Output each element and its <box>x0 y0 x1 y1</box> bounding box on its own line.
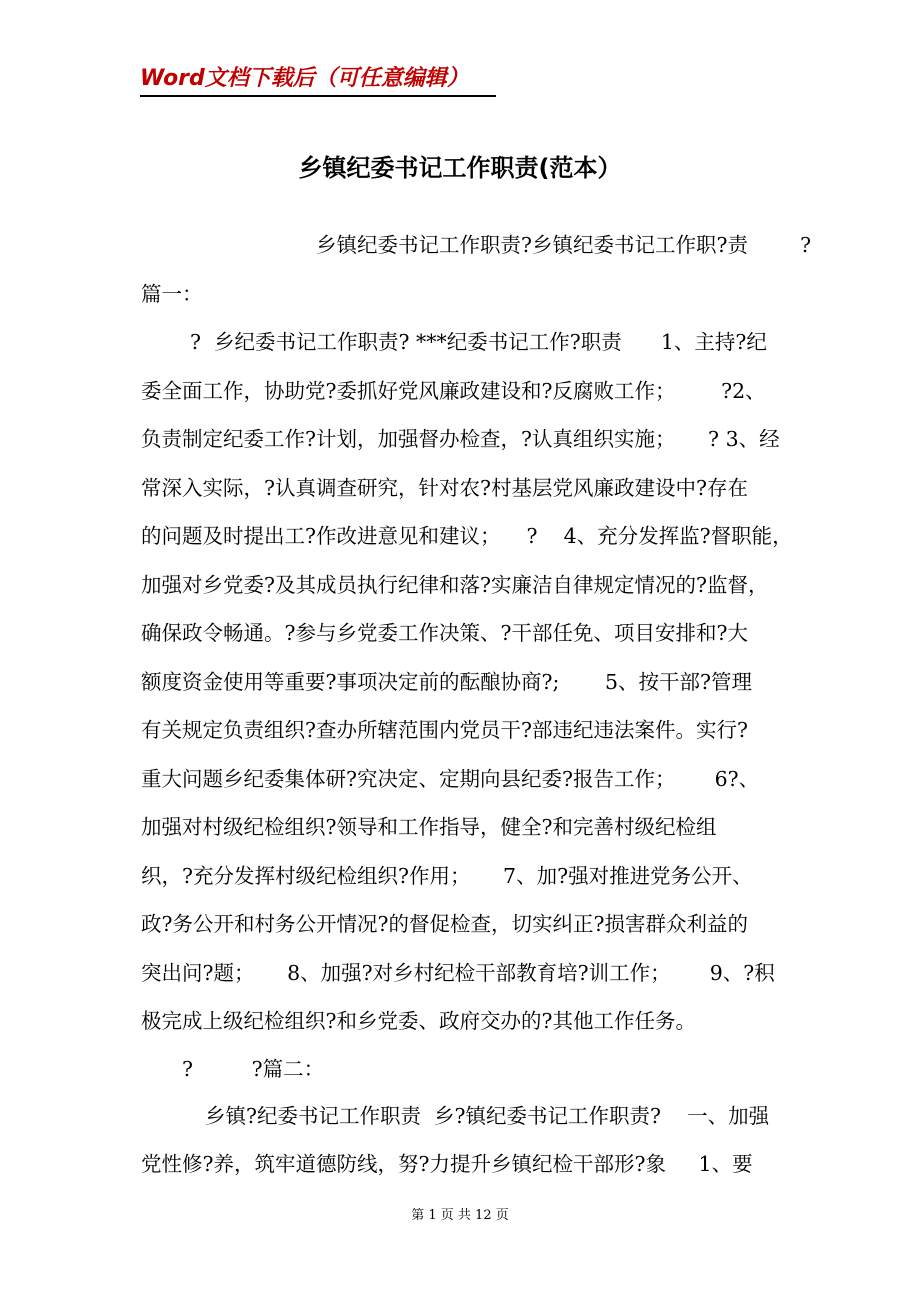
body-line: 篇一： <box>141 281 203 306</box>
body-line: 党性修?养，筑牢道德防线，努?力提升乡镇纪检干部形?象 1、要 <box>141 1152 753 1176</box>
page-number: 第 1 页 共 12 页 <box>411 1208 509 1223</box>
document-body-main <box>141 367 791 1046</box>
body-line: ? ?篇二： <box>182 1057 325 1081</box>
body-line: ? 乡纪委书记工作职责? ***纪委书记工作?职责 1、主持?纪 <box>190 330 767 354</box>
body-line: 的问题及时提出工?作改进意见和建议； ? 4、充分发挥监?督职能， <box>141 524 793 548</box>
body-line: 额度资金使用等重要?事项决定前的酝酿协商?; 5、按干部?管理 <box>141 669 753 694</box>
document-body <box>141 270 791 319</box>
header-underline <box>140 95 496 97</box>
body-line: 确保政令畅通。?参与乡党委工作决策、?干部任免、项目安排和?大 <box>141 621 748 645</box>
body-line: 加强对乡党委?及其成员执行纪律和落?实廉洁自律规定情况的?监督， <box>141 572 769 597</box>
body-line: 重大问题乡纪委集体研?究决定、定期向县纪委?报告工作； 6?、 <box>141 766 760 791</box>
body-line: 委全面工作，协助党?委抓好党风廉政建设和?反腐败工作； ?2、 <box>141 378 766 403</box>
body-line: 加强对村级纪检组织?领导和工作指导，健全?和完善村级纪检组 <box>141 815 717 839</box>
body-line: 有关规定负责组织?查办所辖范围内党员干?部违纪违法案件。实行? <box>141 718 748 742</box>
body-line: 乡镇?纪委书记工作职责 乡?镇纪委书记工作职责? 一、加强 <box>205 1104 770 1128</box>
body-line: 政?务公开和村务公开情况?的督促检查，切实纠正?损害群众利益的 <box>141 912 748 936</box>
body-line: 突出问?题； 8、加强?对乡村纪检干部教育培?训工作； 9、?积 <box>141 960 775 985</box>
body-line: 负责制定纪委工作?计划，加强督办检查，?认真组织实施； ? 3、经 <box>141 427 780 451</box>
document-body-end <box>141 1140 791 1189</box>
body-line: 织，?充分发挥村级纪检组织?作用； 7、加?强对推进党务公开、 <box>141 863 753 888</box>
header-watermark: Word文档下载后（可任意编辑） <box>140 66 469 91</box>
body-line: 乡镇纪委书记工作职责?乡镇纪委书记工作职?责 ? <box>316 233 812 257</box>
body-line: 极完成上级纪检组织?和乡党委、政府交办的?其他工作任务。 <box>141 1009 696 1033</box>
body-line: 常深入实际，?认真调查研究，针对农?村基层党风廉政建设中?存在 <box>141 475 748 500</box>
document-title: 乡镇纪委书记工作职责(范本） <box>298 154 622 182</box>
